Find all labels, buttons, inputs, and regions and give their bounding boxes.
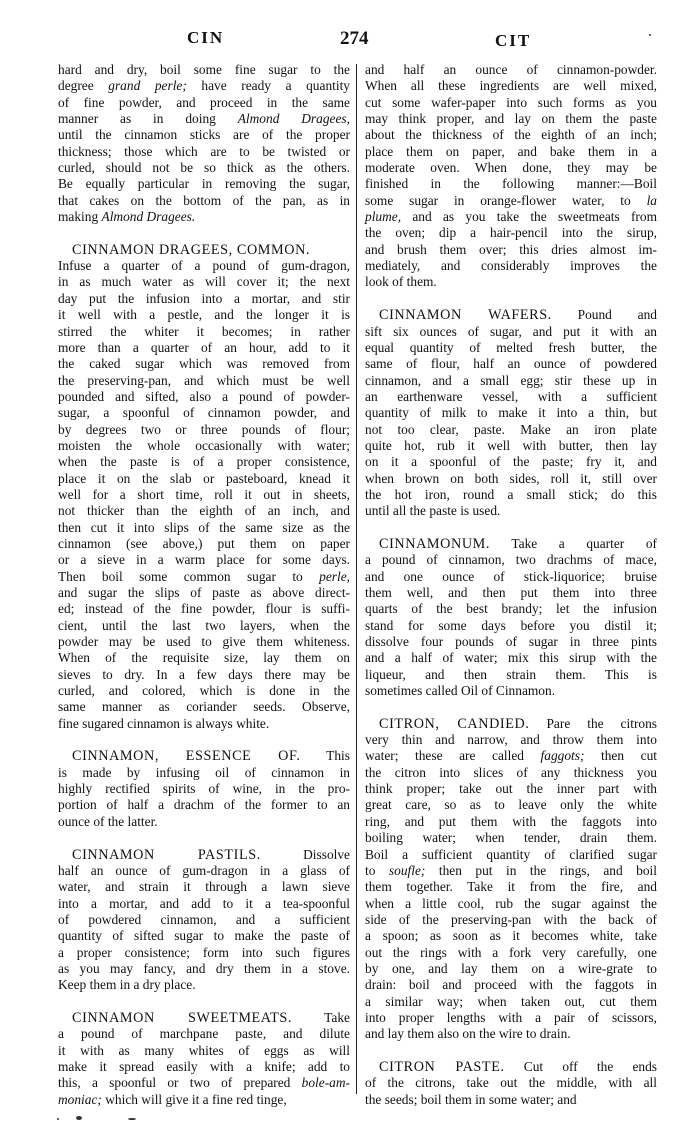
text-line: water; these are called faggots; then cut (365, 748, 657, 764)
text-line: or a sieve in a warm place for some days. (58, 552, 350, 568)
text-line: finished in the following manner:—Boil (365, 176, 657, 192)
text-line: them well, and then put them into three (365, 585, 657, 600)
text-line: when the paste is of a proper consistence, (58, 454, 350, 470)
entry-gap (58, 994, 350, 1010)
text-line: some sugar in orange-flower water, to la (365, 192, 657, 208)
text-line: and sugar the slips of paste as above direct- (58, 585, 350, 600)
text-line: ring, and put them with the faggots into (365, 813, 657, 829)
entry-heading-line: CINNAMON PASTILS. Dissolve (72, 846, 350, 863)
running-head-left: CIN (187, 28, 225, 47)
text-line: in as much water as will cover it; the next (58, 274, 350, 290)
entry-headword: CINNAMON DRAGEES, COMMON. (72, 241, 311, 258)
page-number: 274 (340, 28, 369, 49)
text-line: not too clear, paste. Make an iron plate (365, 421, 657, 437)
scan-speck (128, 1118, 136, 1120)
entry-gap (58, 732, 350, 748)
text-line: sugar, a spoonful of cinnamon powder, and (58, 405, 350, 421)
text-line: of powdered cinnamon, and a sufficient (58, 911, 350, 927)
text-line: plume, and as you take the sweetmeats from (365, 209, 657, 225)
entry-heading-line: CITRON, CANDIED. Pare the citrons (379, 715, 658, 732)
text-line: sometimes called Oil of Cinnamon. (365, 683, 556, 699)
text-line: and one ounce of stick-liquorice; bruise (365, 568, 657, 584)
entry-heading-line: CINNAMON WAFERS. Pound and (379, 307, 657, 324)
recipe-entry (58, 242, 350, 732)
text-line: by degrees two or three pounds of flour; (58, 421, 350, 437)
text-line: sift six ounces of sugar, and put it with an (365, 323, 657, 339)
text-line: look of them. (365, 274, 437, 290)
text-line: out the rings with a fork very carefully, one (365, 944, 657, 960)
text-line: day put the infusion into a mortar, and stir (58, 290, 350, 306)
entry-gap (365, 291, 657, 307)
text-line: When all these ingredients are well mixed, (365, 78, 657, 94)
entry-heading-line: CINNAMON SWEETMEATS. Take (72, 1009, 351, 1026)
entry-heading-line: CINNAMON, ESSENCE OF. This (72, 748, 350, 765)
recipe-entry (58, 748, 350, 830)
text-line: cient, until the last two layers, when the (58, 617, 350, 633)
text-line: and a half of water; mix this sirup with the (365, 650, 657, 666)
text-line: Be equally particular in removing the sugar, (58, 176, 350, 192)
text-line: dissolve four pounds of sugar in three pints (365, 634, 657, 650)
text-line: quantity of milk to make it into a thin, but (365, 405, 657, 421)
text-line: hard and dry, boil some fine sugar to the (58, 62, 350, 77)
text-line: it with as many whites of eggs as will (58, 1042, 350, 1058)
left-column (58, 62, 350, 1108)
right-column (365, 62, 657, 1108)
text-line: equal quantity of melted fresh butter, the (365, 339, 657, 355)
text-line: same of flour, half an ounce of powdered (365, 356, 657, 372)
text-line: same manner as coriander seeds. Observe, (58, 699, 350, 715)
text-line: great care, so as to leave only the white (365, 797, 657, 813)
text-line: about the thickness of the eighth of an inch; (365, 127, 657, 143)
text-line: and half an ounce of cinnamon-powder. (365, 62, 657, 77)
text-line: drain: boil and proceed with the faggots in (365, 977, 657, 993)
text-line: portion of half a drachm of the former to an (58, 797, 350, 813)
recipe-entry (365, 1059, 657, 1108)
entry-headword: CINNAMON SWEETMEATS. (72, 1009, 292, 1026)
text-line: a proper consistence; form into such figures (58, 944, 350, 960)
text-line: water, and strain it through a lawn sieve (58, 879, 350, 895)
text-line: an earthenware vessel, with a sufficient (365, 388, 657, 404)
text-line: more than a quarter of an hour, add to it (58, 339, 350, 355)
text-line: very thin and narrow, and throw them into (365, 732, 657, 748)
scan-speck (649, 34, 651, 36)
entry-heading-line (58, 242, 350, 258)
entry-headword: CITRON, CANDIED. (379, 715, 530, 732)
text-line: think proper; take out the inner part with (365, 781, 657, 797)
recipe-entry (58, 847, 350, 994)
text-line: the seeds; boil them in some water; and (365, 1091, 577, 1107)
text-line: of fine powder, and proceed in the same (58, 94, 350, 110)
text-line: Infuse a quarter of a pound of gum-dragon, (58, 258, 350, 274)
text-line: place them on paper, and bake them in a (365, 143, 657, 159)
text-line: to soufle; then put in the rings, and boil (365, 862, 657, 878)
running-head (0, 28, 700, 52)
entry-headword: CINNAMON WAFERS. (379, 307, 552, 324)
text-line: moderate oven. When done, they may be (365, 160, 657, 176)
text-line: a spoon; as soon as it becomes white, take (365, 928, 657, 944)
text-line: well for a short time, roll it out in sheets, (58, 486, 350, 502)
text-line: stand for some days before you distil it; (365, 617, 657, 633)
text-line: cinnamon (see above,) put them on paper (58, 535, 350, 551)
text-line: side of the preserving-pan with the back of (365, 911, 657, 927)
text-line: the caked sugar which was removed from (58, 356, 350, 372)
entry-heading-line: CITRON PASTE. Cut off the ends (379, 1058, 657, 1075)
continued-paragraph (58, 62, 350, 225)
text-line: by one, and lay them on a wire-grate to (365, 960, 657, 976)
text-line: Keep them in a dry place. (58, 977, 196, 993)
text-line: Then boil some common sugar to perle, (58, 568, 350, 584)
text-line: the oven; dip a hair-pencil into the sirup, (365, 225, 657, 241)
text-line: ounce of the latter. (58, 813, 158, 829)
text-line: curled, should not be so thick as the others. (58, 160, 350, 176)
text-line: quarts of the best brandy; let the infusion (365, 601, 657, 617)
text-line: highly rectified spirits of wine, in the pro- (58, 781, 350, 797)
text-line: cut some wafer-paper into such forms as you (365, 94, 657, 110)
text-line: manner as in doing Almond Dragees, (58, 111, 350, 127)
recipe-entry (365, 307, 657, 519)
text-line: the preserving-pan, and which must be well (58, 372, 350, 388)
text-line: When of the requisite size, lay them on (58, 650, 350, 666)
scan-speck (57, 1118, 59, 1120)
text-line: quantity of sifted sugar to make the paste of (58, 928, 350, 944)
recipe-entry (365, 536, 657, 699)
text-line: when brown on both sides, roll it, still over (365, 470, 657, 486)
entry-gap (58, 225, 350, 241)
text-line: making Almond Dragees. (58, 209, 196, 225)
text-line: stirred the whiter it becomes; in rather (58, 323, 350, 339)
text-line: the citron into slices of any thickness you (365, 764, 657, 780)
text-line: mediately, and considerably improves the (365, 258, 657, 274)
text-line: degree grand perle; have ready a quantity (58, 78, 350, 94)
text-line: liqueur, and then strain them. This is (365, 666, 657, 682)
text-line: and lay them also on the wire to drain. (365, 1026, 571, 1042)
text-line: cinnamon, and a small egg; stir these up in (365, 372, 657, 388)
text-line: this, a spoonful or two of prepared bole-am- (58, 1075, 350, 1091)
text-line: moisten the whole occasionally with water; (58, 437, 350, 453)
text-line: and brush them over; this dries almost im- (365, 241, 657, 257)
entry-headword: CINNAMONUM. (379, 535, 491, 552)
text-line: make it spread easily with a knife; add to (58, 1058, 350, 1074)
text-line: sieves to dry. In a few days there may be (58, 666, 350, 682)
entry-heading-line: CINNAMONUM. Take a quarter of (379, 535, 657, 552)
text-line: when a little cool, rub the sugar against the (365, 895, 657, 911)
text-line: a similar way; when taken out, cut them (365, 993, 657, 1009)
text-line: a pound of cinnamon, two drachms of mace, (365, 552, 657, 568)
entry-headword: CINNAMON PASTILS. (72, 846, 261, 863)
text-line: quite hot, rub it well with butter, then lay (365, 437, 657, 453)
text-line: thickness; those which are to be twisted or (58, 143, 350, 159)
text-line: until the cinnamon sticks are of the proper (58, 127, 350, 143)
text-line: that cakes on the bottom of the pan, as in (58, 192, 350, 208)
continued-paragraph (365, 62, 657, 291)
entry-headword: CINNAMON, ESSENCE OF. (72, 748, 301, 765)
entry-headword: CITRON PASTE. (379, 1058, 505, 1075)
text-line: of the citrons, take out the middle, with all (365, 1075, 657, 1091)
text-line: the hot iron, round a small stick; do this (365, 486, 657, 502)
text-line: into proper lengths with a pair of scissors, (365, 1009, 657, 1025)
text-line: curled, and colored, which is done in the (58, 683, 350, 699)
text-line: fine sugared cinnamon is always white. (58, 715, 270, 731)
text-line: not thicker than the eighth of an inch, and (58, 503, 350, 519)
text-line: until all the paste is used. (365, 503, 501, 519)
text-line: into a mortar, and add to it a tea-spoonful (58, 895, 350, 911)
text-line: it well with a pestle, and the longer it is (58, 307, 350, 323)
text-line: as you may fancy, and dry them in a stove. (58, 960, 350, 976)
text-line: a pound of marchpane paste, and dilute (58, 1026, 350, 1042)
text-line: powder may be used to give them whiteness. (58, 634, 350, 650)
text-line: ed; instead of the fine powder, flour is suffi- (58, 601, 350, 617)
scan-speck (76, 1116, 82, 1120)
text-line: pounded and sifted, also a pound of powder- (58, 388, 350, 404)
text-line: moniac; which will give it a fine red tinge, (58, 1091, 287, 1107)
text-line: Boil a sufficient quantity of clarified sugar (365, 846, 657, 862)
text-line: may think proper, and lay on them the paste (365, 111, 657, 127)
running-head-right: CIT (495, 31, 532, 50)
entry-gap (365, 520, 657, 536)
entry-gap (365, 699, 657, 715)
column-divider (356, 64, 357, 1094)
text-line: them together. Take it from the fire, and (365, 879, 657, 895)
entry-gap (365, 1043, 657, 1059)
text-line: place it on the slab or pasteboard, knead it (58, 470, 350, 486)
text-line: half an ounce of gum-dragon in a glass of (58, 862, 350, 878)
text-line: boiling water; when tender, drain them. (365, 830, 657, 846)
text-line: then cut it into slips of the same size as the (58, 519, 350, 535)
text-line: is made by infusing oil of cinnamon in (58, 764, 350, 780)
text-line: on it a spoonful of the paste; fry it, and (365, 454, 657, 470)
entry-gap (58, 830, 350, 846)
recipe-entry (365, 716, 657, 1043)
recipe-entry (58, 1010, 350, 1108)
